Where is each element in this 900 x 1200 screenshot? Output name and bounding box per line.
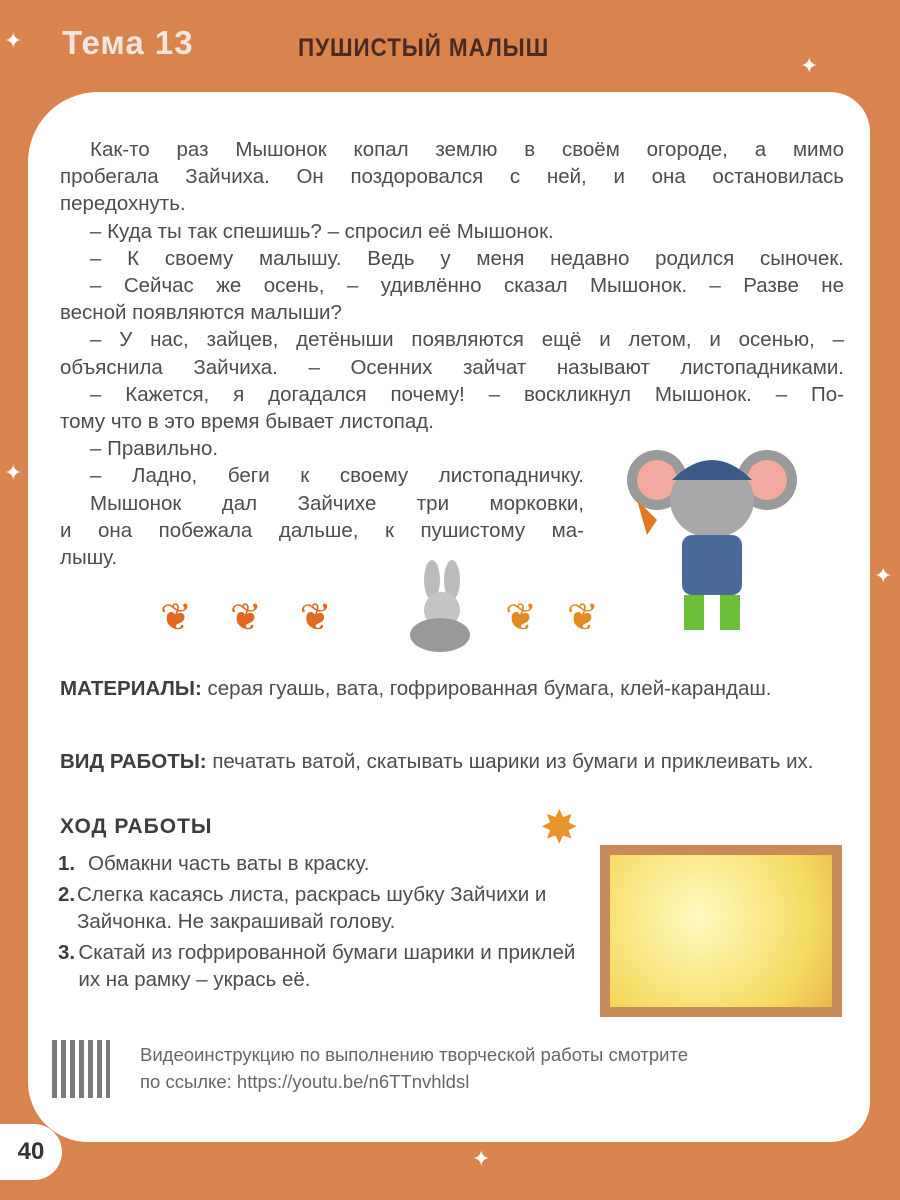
- autumn-leaves-decoration: ❦❦❦: [160, 597, 370, 639]
- maple-leaf-icon: ✦: [874, 563, 893, 588]
- page-title: ПУШИСТЫЙ МАЛЫШ: [298, 34, 550, 62]
- step-item: 2. Слегка касаясь листа, раскрась шубку Зайчихи и Зайчонка. Не закрашивай голову.: [58, 883, 547, 933]
- craft-example-photo: [600, 845, 842, 1017]
- topic-number: Тема 13: [62, 24, 194, 61]
- video-instruction: Видеоинструкцию по выполнению творческой работы смотрите по ссылке: https://youtu.be/n6TTnvhldsl: [140, 1041, 688, 1095]
- procedure-heading: ХОД РАБОТЫ: [60, 815, 213, 838]
- procedure-steps: [58, 850, 578, 997]
- mouse-illustration: [612, 440, 812, 640]
- maple-leaf-icon: ✦: [472, 1146, 491, 1171]
- maple-leaf-icon: ✦: [4, 28, 23, 53]
- rabbit-illustration: [400, 560, 485, 655]
- maple-leaf-icon: ✦: [4, 460, 23, 485]
- work-type: ВИД РАБОТЫ: печатать ватой, скатывать шарики из бумаги и приклеивать их.: [60, 750, 814, 773]
- qr-code[interactable]: [52, 1040, 110, 1098]
- autumn-leaves-decoration: ❦❦: [505, 597, 629, 639]
- step-item: 3. Скатай из гофрированной бумаги шарики и приклей их на рамку – укрась её.: [58, 941, 576, 991]
- materials: МАТЕРИАЛЫ: серая гуашь, вата, гофрированная бумага, клей-карандаш.: [60, 677, 772, 700]
- story-text: Как-то раз Мышонок копал землю в своём огороде, а мимо пробегала Зайчиха. Он поздоровался с ней, и она остановилась передохнуть. – Куда ты так спешишь? – спросил её Мышонок. – К своему малышу. Ведь у меня недавно родился сыночек. – Сейчас же осень, – удивлённо сказал Мышонок. – Разве не весной появляются малыши? – У нас, зайцев, детёныши появляются ещё и летом, и осенью, – объяснила Зайчиха. – Осенних зайчат называют листопадниками. – Кажется, я догадался почему! – воскликнул Мышонок. – По- тому что в это время бывает листопад. – Правильно. – Ладно, беги к своему листопадничку. Мышонок дал Зайчихе три морковки, и она побежала дальше, к пушистому ма- лышу.: [60, 138, 844, 570]
- step-item: 1. Обмакни часть ваты в краску.: [58, 852, 370, 875]
- maple-leaf-icon: ✦: [800, 53, 819, 78]
- page-number: 40: [0, 1124, 62, 1180]
- maple-leaf-icon: ✸: [540, 801, 579, 853]
- video-link[interactable]: по ссылке: https://youtu.be/n6TTnvhldsl: [140, 1071, 470, 1092]
